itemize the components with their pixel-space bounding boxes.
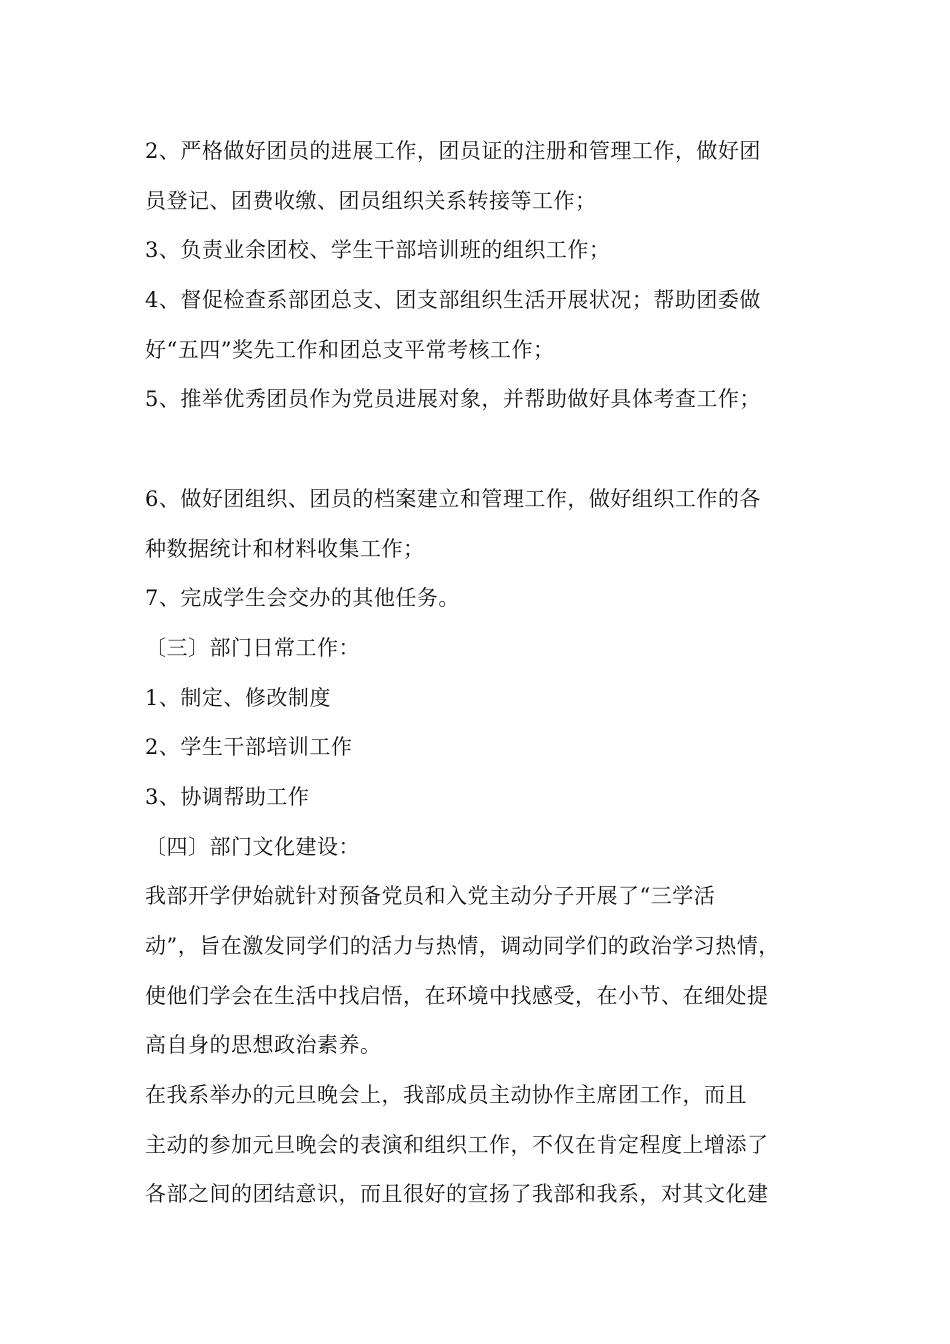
text-line: 员登记、团费收缴、团员组织关系转接等工作； (145, 189, 597, 213)
text-line: 种数据统计和材料收集工作； (145, 537, 425, 561)
text-line: 3、协调帮助工作 (145, 785, 310, 809)
text-line: 各部之间的团结意识，而且很好的宣扬了我部和我系，对其文化建 (145, 1182, 769, 1206)
text-line: 6、做好团组织、团员的档案建立和管理工作，做好组织工作的各 (145, 487, 761, 511)
text-line: 高自身的思想政治素养。 (145, 1033, 382, 1057)
text-line: 3、负责业余团校、学生干部培训班的组织工作； (145, 238, 611, 262)
text-line: 主动的参加元旦晚会的表演和组织工作，不仅在肯定程度上增添了 (145, 1133, 769, 1157)
text-line: 4、督促检查系部团总支、团支部组织生活开展状况；帮助团委做 (145, 288, 761, 312)
text-line: 动”，旨在激发同学们的活力与热情，调动同学们的政治学习热情， (145, 934, 780, 958)
text-line: 2、学生干部培训工作 (145, 735, 353, 759)
text-line: 在我系举办的元旦晚会上，我部成员主动协作主席团工作，而且 (145, 1083, 747, 1107)
text-line: 2、严格做好团员的进展工作，团员证的注册和管理工作，做好团 (145, 139, 761, 163)
text-line: 1、制定、修改制度 (145, 686, 331, 710)
text-line: 使他们学会在生活中找启悟，在环境中找感受，在小节、在细处提 (145, 984, 769, 1008)
text-line: 好“五四”奖先工作和团总支平常考核工作； (145, 338, 555, 362)
text-line: 我部开学伊始就针对预备党员和入党主动分子开展了“三学活 (145, 884, 716, 908)
text-line: 5、推举优秀团员作为党员进展对象，并帮助做好具体考查工作； (145, 387, 761, 411)
section-heading: 〔三〕部门日常工作： (145, 636, 360, 660)
text-line: 7、完成学生会交办的其他任务。 (145, 586, 460, 610)
section-heading: 〔四〕部门文化建设： (145, 835, 360, 859)
